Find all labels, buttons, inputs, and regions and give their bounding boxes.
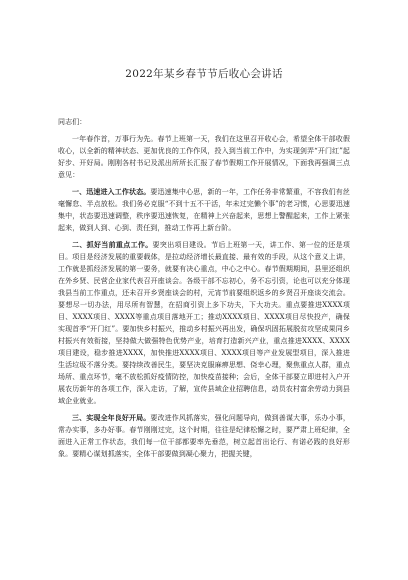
section-3-heading: 三、实现全年良好开局。 xyxy=(72,413,151,422)
intro-paragraph: 一年春作首，万事行为先。春节上班第一天，我们在这里召开收心会，希望全体干部收假收心，以全新的精神状态、更加优良的工作作风，投入到当前工作中，为实现剑弄“开门红”起好步、开好局。刚刚各村书记及派出所所长汇报了春节假期工作开展情况，下面我再强调三点意见： xyxy=(58,135,350,179)
section-2-heading: 二、抓好当前重点工作。 xyxy=(72,240,153,249)
document-body xyxy=(58,116,350,460)
section-2-paragraph xyxy=(58,239,350,407)
salutation: 同志们： xyxy=(58,118,87,126)
section-3-paragraph xyxy=(58,412,350,460)
section-1-text: 要迅速集中心思，新的一年，工作任务非常繁重，不容我们有丝毫懈怠、半点放松。我们务必克服“不到十五不干活，年未过完懒个事”的老习惯，心思要迅速集中，状态要迅速调整，秩序要迅速恢复，在精神上兴奋起来，思想上警醒起来，工作上紧张起来，做到人到、心到、责任到，推动工作再上新台阶。 xyxy=(58,188,350,232)
section-2-text: 要突出项目建设。节后上班第一天，讲工作、第一位的还是项目。项目是经济发展的重要载体，是拉动经济增长最直接、最有效的手段，从这个意义上讲，工作就是抓经济发展的第一要务，就要有决心重点，中心之中心。春节假期期间，县里还组织在外乡贤、民营企业家代表召开座谈会。各级干部不忘初心，务不忘引资，论也可以充分体现我县当前工作重点，还未召开乡贤座谈会的村，元宵节前要组织返乡的乡贤召开座谈交流会。要想尽一切办法，用尽所有智慧，在招商引资上多下功夫，下大功夫。重点要推进XXXX项目、XXXX项目、XXXX等重点项目落地开工；推动XXXX项目、XXXX项目尽快投产，确保实现首季“开门红”。要加快乡村振兴，推动乡村振兴再出发，确保巩固拓展脱贫攻坚成果同乡村振兴有效衔接，坚持做大做强特色优势产业，培育打造新兴产业，重点推进XXXX、XXXX项目建设，稳步推进XXXX，加快推进XXXX项目、XXXX项目等产业发展型项目，深入推进生活垃圾不落分类。要持续改善民生，要坚决克服麻痹思想、侥幸心理，聚焦重点人群，重点场所、重点环节，毫不放松抓好疫情防控，加快疫苗接种；会后，全体干部要立即进村入户开展农历新年的各项工作，深入走访，了解，宣传县域企业招聘信息，动员农村富余劳动力到县域企业就业。 xyxy=(58,241,350,405)
section-3-text: 要改进作风抓落实，强化问题导向，做到善谋大事，乐办小事，常办实事，多办好事。春节刚刚过完，这个时期，往往是纪律松懈之时，要严肃上班纪律，全面进入正常工作状态，我们每一位干部都要率先垂范，树立起首出论行、有诺必践的良好形象。要精心谋划抓落实，全体干部要做到凝心聚力，把握关键， xyxy=(58,414,350,458)
section-1-paragraph xyxy=(58,186,350,234)
section-1-heading: 一、迅速进入工作状态。 xyxy=(72,187,151,196)
document-title: 2022年某乡春节节后收心会讲话 xyxy=(125,68,283,80)
